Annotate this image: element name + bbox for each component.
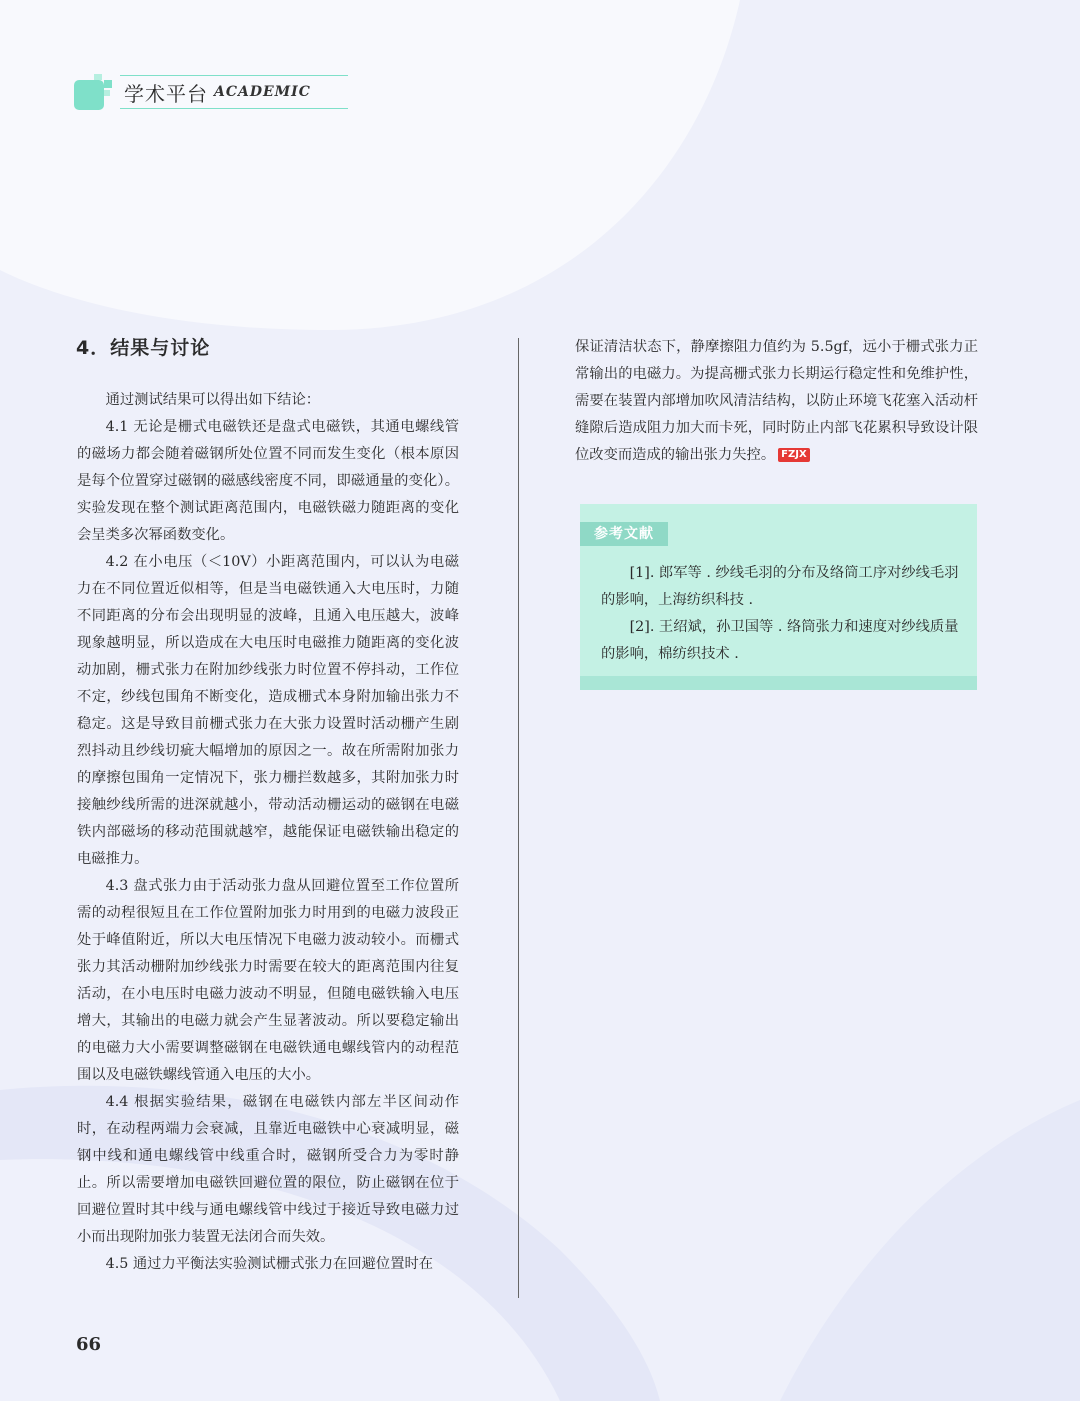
header-title: 学术平台 — [124, 82, 208, 106]
paragraph-4-4: 4.4 根据实验结果，磁钢在电磁铁内部左半区间动作时，在动程两端力会衰减，且靠近电磁铁中心衰减明显，磁钢中线和通电螺线管中线重合时，磁钢所受合力为零时静止。所以需要增加电磁铁回避位置的限位，防止磁钢在位于回避位置时其中线与通电螺线管中线过于接近导致电磁力过小而出现附加张力装置无法闭合而失效。 — [77, 1094, 459, 1245]
section-title: 4．结果与讨论 — [76, 337, 211, 359]
paragraph-4-5-start: 4.5 通过力平衡法实验测试栅式张力在回避位置时在 — [105, 1256, 434, 1272]
page-number: 66 — [76, 1334, 102, 1355]
academic-logo-icon — [74, 74, 114, 110]
references-box — [580, 504, 977, 690]
header-rule-top — [120, 75, 348, 76]
paragraph-4-3: 4.3 盘式张力由于活动张力盘从回避位置至工作位置所需的动程很短且在工作位置附加张力时用到的电磁力波段正处于峰值附近，所以大电压情况下电磁力波动较小。而栅式张力其活动栅附加纱线张力时需要在较大的距离范围内往复活动，在小电压时电磁力波动不明显，但随电磁铁输入电压增大，其输出的电磁力就会产生显著波动。所以要稳定输出的电磁力大小需要调整磁钢在电磁铁通电螺线管内的动程范围以及电磁铁螺线管通入电压的大小。 — [77, 878, 459, 1083]
intro-paragraph: 通过测试结果可以得出如下结论： — [105, 392, 321, 408]
right-column — [575, 334, 978, 469]
left-column — [77, 387, 459, 1278]
paragraph-4-2: 4.2 在小电压（＜10V）小距离范围内，可以认为电磁力在不同位置近似相等，但是当电磁铁通入大电压时，力随不同距离的分布会出现明显的波峰，且通入电压越大，波峰现象越明显，所以造成在大电压时电磁推力随距离的变化波动加剧，栅式张力在附加纱线张力时位置不停抖动，工作位不定，纱线包围角不断变化，造成栅式本身附加输出张力不稳定。这是导致目前栅式张力在大张力设置时活动栅产生剧烈抖动且纱线切疵大幅增加的原因之一。故在所需附加张力的摩擦包围角一定情况下，张力栅拦数越多，其附加张力时接触纱线所需的进深就越小，带动活动栅运动的磁钢在电磁铁内部磁场的移动范围就越窄，越能保证电磁铁输出稳定的电磁推力。 — [77, 554, 459, 867]
references-box-footer-bar — [580, 676, 977, 690]
references-list — [601, 560, 961, 668]
continuation-paragraph — [575, 334, 978, 469]
continuation-text: 保证清洁状态下，静摩擦阻力值约为 5.5gf，远小于栅式张力正常输出的电磁力。为提高栅式张力长期运行稳定性和免维护性，需要在装置内部增加吹风清洁结构，以防止环境飞花塞入活动杆缝隙后造成阻力加大而卡死，同时防止内部飞花累积导致设计限位改变而造成的输出张力失控。 — [575, 339, 978, 463]
references-label: 参考文献 — [580, 522, 668, 546]
paragraph-4-1: 4.1 无论是栅式电磁铁还是盘式电磁铁，其通电螺线管的磁场力都会随着磁钢所处位置不同而发生变化（根本原因是每个位置穿过磁钢的磁感线密度不同，即磁通量的变化）。实验发现在整个测试距离范围内，电磁铁磁力随距离的变化会呈类多次幂函数变化。 — [77, 419, 459, 543]
reference-item: [1]. 郎军等 . 纱线毛羽的分布及络筒工序对纱线毛羽的影响，上海纺织科技 . — [601, 565, 959, 608]
column-divider — [518, 338, 519, 1298]
end-mark-badge: FZJX — [778, 448, 810, 462]
header-rule-bottom — [120, 108, 348, 109]
reference-item: [2]. 王绍斌，孙卫国等 . 络筒张力和速度对纱线质量的影响，棉纺织技术 . — [601, 619, 959, 662]
header-subtitle: ACADEMIC — [214, 84, 311, 100]
